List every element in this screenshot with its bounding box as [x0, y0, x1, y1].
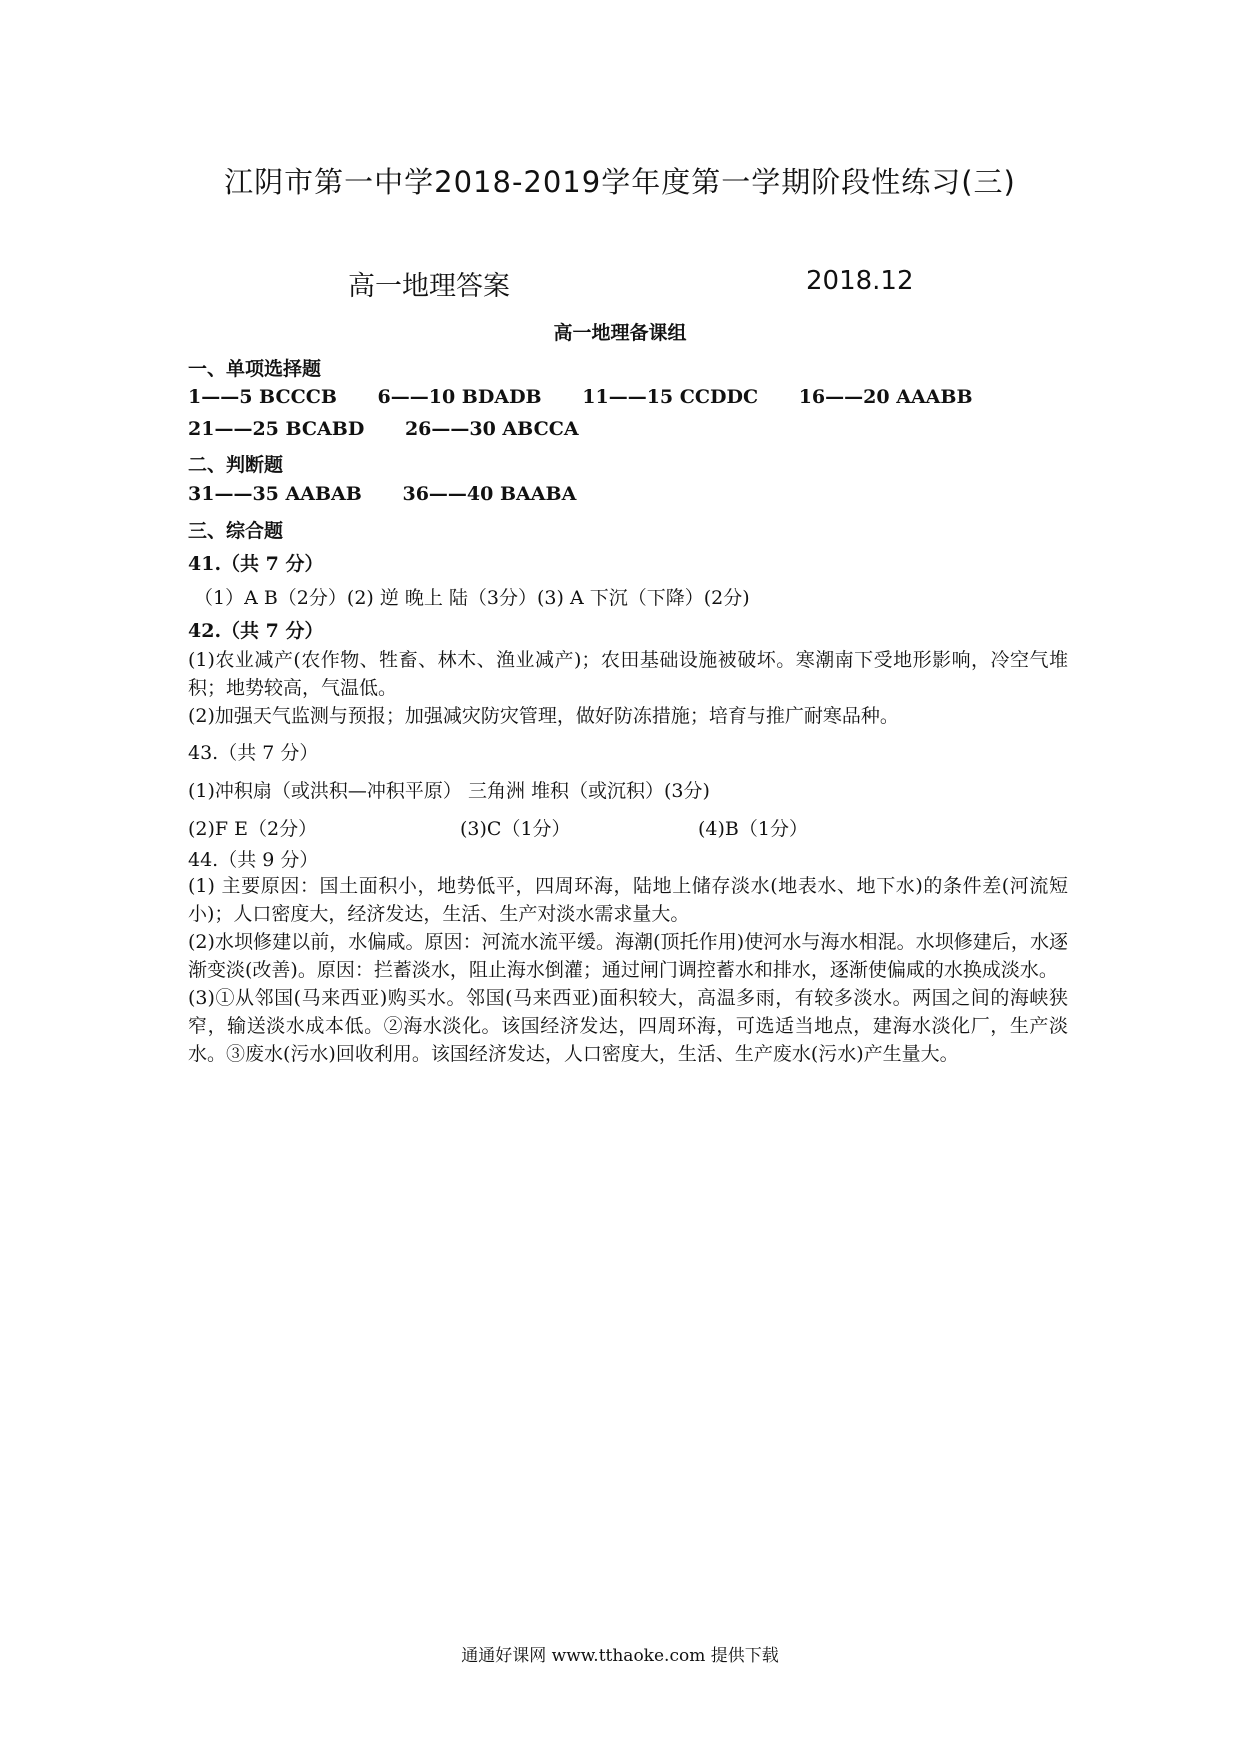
answer-row — [188, 483, 610, 505]
prep-group-name: 高一地理备课组 — [553, 322, 687, 344]
answer-paragraph: (2)加强天气监测与预报；加强减灾防灾管理，做好防冻措施；培育与推广耐寒品种。 — [188, 705, 899, 727]
answer-group: 21——25 BCABD — [188, 418, 365, 440]
answer-group: 31——35 AABAB — [188, 483, 362, 505]
question-43-part-2: (2)F E（2分） — [188, 818, 318, 840]
answer-group: 1——5 BCCCB — [188, 386, 337, 408]
question-41-heading: 41.（共 7 分） — [188, 553, 324, 575]
answer-group: 11——15 CCDDC — [582, 386, 759, 408]
question-41-answer: （1）A B（2分）(2) 逆 晚上 陆（3分）(3) A 下沉（下降）(2分) — [194, 587, 750, 609]
question-42-heading: 42.（共 7 分） — [188, 620, 324, 642]
answer-row — [188, 418, 613, 440]
answer-paragraph: (3)①从邻国(马来西亚)购买水。邻国(马来西亚)面积较大，高温多雨，有较多淡水。两国之间的海峡狭窄，输送淡水成本低。②海水淡化。该国经济发达，四周环海，可选适当地点，建海水淡化厂，生产淡水。③废水(污水)回收利用。该国经济发达，人口密度大，生活、生产废水(污水)产生量大。 — [188, 987, 1068, 1065]
question-43-part-4: (4)B（1分） — [698, 818, 808, 840]
document-date: 2018.12 — [806, 266, 914, 296]
question-44-heading: 44.（共 9 分） — [188, 849, 319, 871]
answer-group: 36——40 BAABA — [402, 483, 577, 505]
answer-paragraph: (2)水坝修建以前，水偏咸。原因：河流水流平缓。海潮(顶托作用)使河水与海水相混。水坝修建后，水逐渐变淡(改善)。原因：拦蓄淡水，阻止海水倒灌；通过闸门调控蓄水和排水，逐渐使偏咸的水换成淡水。 — [188, 931, 1068, 981]
answer-row — [188, 386, 1007, 408]
answer-paragraph: (1)农业减产(农作物、牲畜、林木、渔业减产)；农田基础设施被破坏。寒潮南下受地形影响，冷空气堆积；地势较高，气温低。 — [188, 649, 1068, 699]
section-heading-single-choice: 一、单项选择题 — [188, 358, 322, 380]
question-43-part-3: (3)C（1分） — [460, 818, 571, 840]
question-43-answer-line: (1)冲积扇（或洪积—冲积平原） 三角洲 堆积（或沉积）(3分) — [188, 780, 710, 802]
section-heading-true-false: 二、判断题 — [188, 454, 284, 476]
answer-group: 16——20 AAABB — [798, 386, 973, 408]
section-heading-comprehensive: 三、综合题 — [188, 520, 284, 542]
footer-watermark: 通通好课网 www.tthaoke.com 提供下载 — [461, 1646, 779, 1666]
answer-group: 6——10 BDADB — [377, 386, 542, 408]
question-43-heading: 43.（共 7 分） — [188, 742, 319, 764]
question-42-answer — [188, 646, 1068, 730]
answer-paragraph: (1) 主要原因：国土面积小，地势低平，四周环海，陆地上储存淡水(地表水、地下水)的条件差(河流短小)；人口密度大，经济发达，生活、生产对淡水需求量大。 — [188, 875, 1068, 925]
question-44-answer — [188, 872, 1068, 1068]
document-title: 江阴市第一中学2018-2019学年度第一学期阶段性练习(三) — [224, 165, 1016, 199]
answer-key-title: 高一地理答案 — [348, 271, 510, 302]
answer-group: 26——30 ABCCA — [404, 418, 579, 440]
